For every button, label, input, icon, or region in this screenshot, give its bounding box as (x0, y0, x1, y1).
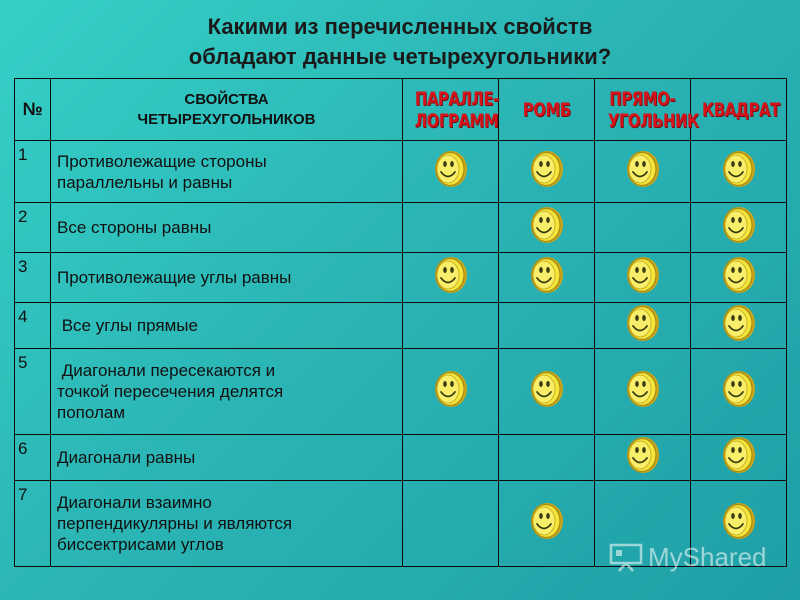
header-row (15, 79, 787, 141)
header-rectangle-line-1: ПРЯМО- (609, 87, 676, 110)
property-line-1: Диагонали пересекаются и (57, 361, 276, 380)
property-line-1: Диагонали равны (57, 448, 196, 467)
smiley-face-icon (721, 205, 757, 245)
smiley-face-icon (625, 255, 661, 295)
mark-cell-rectangle (595, 303, 691, 349)
smiley-face-icon (625, 149, 661, 189)
smiley-face-icon (625, 303, 661, 343)
property-line-1: Диагонали взаимно (57, 493, 212, 512)
header-parallelogram (403, 79, 499, 141)
property-line-1: Противолежащие углы равны (57, 268, 292, 287)
watermark-text: MyShared (648, 541, 767, 572)
mark-cell-square (691, 253, 787, 303)
mark-cell-square (691, 141, 787, 203)
property-text (51, 435, 403, 481)
mark-cell-parallelogram (403, 253, 499, 303)
property-line-3: биссектрисами углов (57, 535, 224, 554)
smiley-face-icon (721, 149, 757, 189)
mark-cell-parallelogram (403, 141, 499, 203)
row-number: 3 (15, 253, 51, 303)
header-square-label: КВАДРАТ (701, 98, 780, 121)
table-row (15, 203, 787, 253)
smiley-face-icon (433, 369, 469, 409)
header-properties-line-1: СВОЙСТВА (184, 90, 269, 108)
properties-table (14, 78, 787, 567)
smiley-face-icon (721, 501, 757, 541)
slide-title (0, 12, 800, 72)
mark-cell-parallelogram (403, 303, 499, 349)
property-text (51, 203, 403, 253)
header-square (691, 79, 787, 141)
property-text (51, 141, 403, 203)
mark-cell-rectangle (595, 141, 691, 203)
mark-cell-parallelogram (403, 435, 499, 481)
property-text (51, 349, 403, 435)
title-line-1: Какими из перечисленных свойств (207, 14, 593, 39)
row-number: 2 (15, 203, 51, 253)
header-number: № (15, 79, 51, 141)
property-text (51, 303, 403, 349)
header-parallelogram-line-2: ЛОГРАММ (414, 109, 499, 132)
mark-cell-rhombus (499, 481, 595, 567)
smiley-face-icon (433, 149, 469, 189)
mark-cell-square (691, 349, 787, 435)
header-rectangle (595, 79, 699, 141)
row-number: 6 (15, 435, 51, 481)
header-properties-line-2: ЧЕТЫРЕХУГОЛЬНИКОВ (137, 110, 316, 128)
mark-cell-parallelogram (403, 203, 499, 253)
mark-cell-rhombus (499, 435, 595, 481)
smiley-face-icon (529, 255, 565, 295)
row-number: 5 (15, 349, 51, 435)
title-line-2: обладают данные четырехугольники? (188, 44, 612, 69)
header-rhombus-label: РОМБ (522, 98, 571, 121)
mark-cell-rectangle (595, 435, 691, 481)
table-row (15, 435, 787, 481)
table-row (15, 303, 787, 349)
smiley-face-icon (529, 369, 565, 409)
watermark (608, 540, 786, 574)
table-row (15, 349, 787, 435)
mark-cell-rhombus (499, 349, 595, 435)
row-number: 7 (15, 481, 51, 567)
smiley-face-icon (721, 435, 757, 475)
smiley-face-icon (721, 255, 757, 295)
smiley-face-icon (721, 369, 757, 409)
table-row (15, 141, 787, 203)
smiley-face-icon (529, 501, 565, 541)
mark-cell-rectangle (595, 349, 691, 435)
mark-cell-square (691, 303, 787, 349)
mark-cell-square (691, 435, 787, 481)
smiley-face-icon (721, 303, 757, 343)
property-line-2: перпендикулярны и являются (57, 514, 293, 533)
presentation-board-icon (608, 542, 644, 572)
mark-cell-square (691, 203, 787, 253)
mark-cell-parallelogram (403, 481, 499, 567)
header-properties (51, 79, 403, 141)
mark-cell-rhombus (499, 253, 595, 303)
property-line-1: Противолежащие стороны (57, 151, 267, 171)
table-row (15, 253, 787, 303)
property-line-2: точкой пересечения делятся (57, 382, 284, 401)
smiley-face-icon (529, 205, 565, 245)
mark-cell-rhombus (499, 303, 595, 349)
mark-cell-rhombus (499, 141, 595, 203)
property-line-1: Все стороны равны (57, 218, 212, 237)
smiley-face-icon (433, 255, 469, 295)
row-number: 4 (15, 303, 51, 349)
header-parallelogram-line-1: ПАРАЛЛЕ- (414, 87, 499, 110)
property-line-1: Все углы прямые (57, 316, 198, 335)
header-rectangle-line-2: УГОЛЬНИК (607, 109, 699, 132)
property-line-2: параллельны и равны (57, 172, 233, 192)
property-text (51, 253, 403, 303)
mark-cell-rectangle (595, 253, 691, 303)
property-text (51, 481, 403, 567)
smiley-face-icon (625, 435, 661, 475)
property-line-3: пополам (57, 403, 126, 422)
mark-cell-rhombus (499, 203, 595, 253)
smiley-face-icon (625, 369, 661, 409)
header-rhombus (499, 79, 595, 141)
row-number: 1 (15, 141, 51, 203)
mark-cell-parallelogram (403, 349, 499, 435)
mark-cell-rectangle (595, 203, 691, 253)
smiley-face-icon (529, 149, 565, 189)
